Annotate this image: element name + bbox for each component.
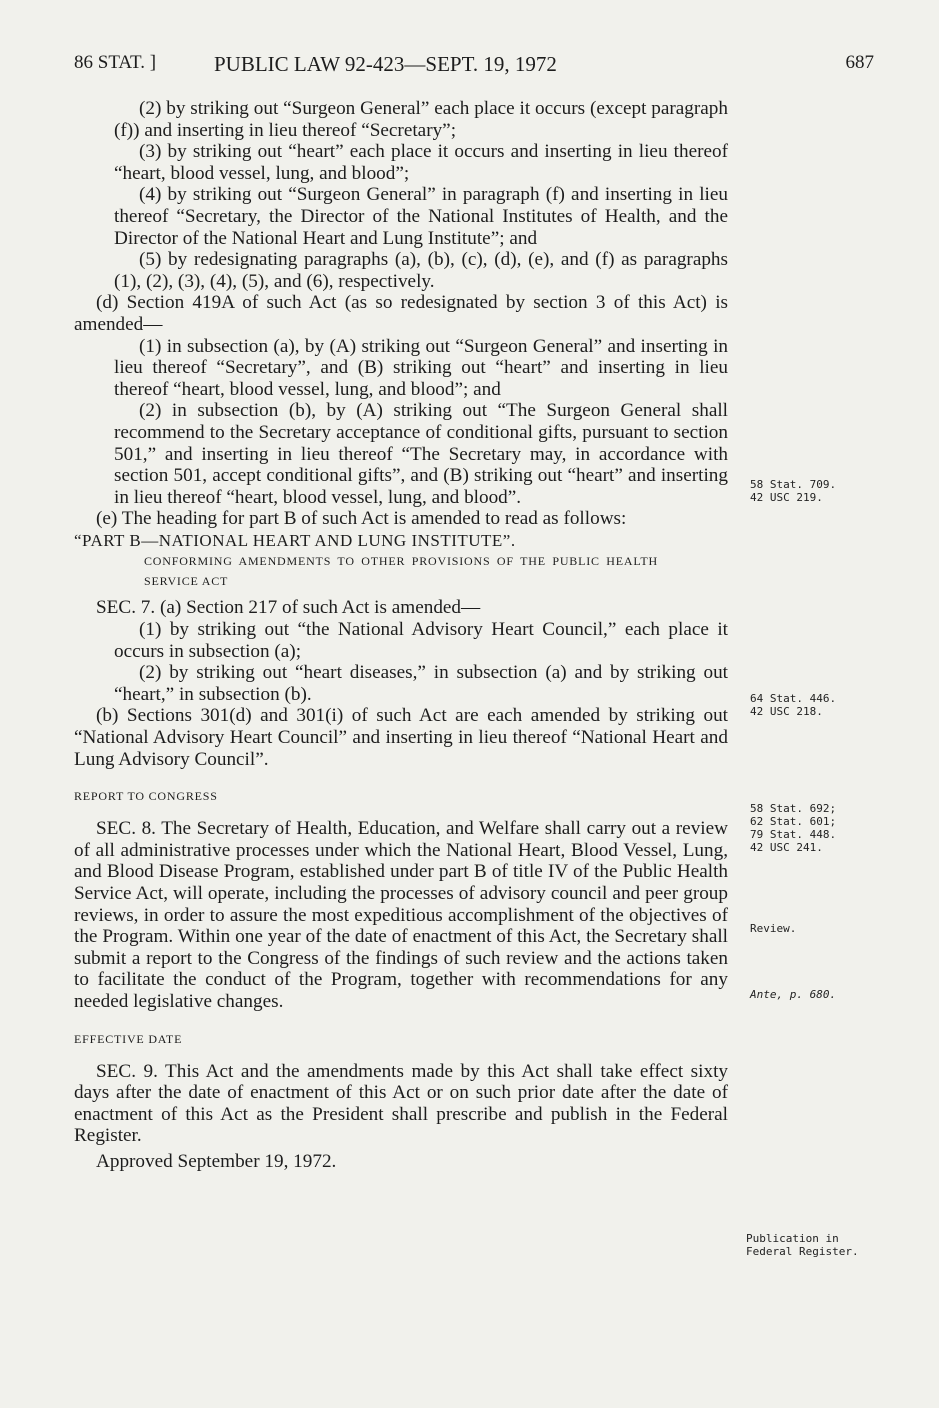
margin-note-citation: 58 Stat. 692; 62 Stat. 601; 79 Stat. 448. 42 USC 241. [750,802,837,854]
page-header [74,52,874,82]
margin-note-ante: Ante, p. 680. [750,988,837,1001]
section-paragraph: SEC. 7. (a) Section 217 of such Act is amended— [96,597,481,619]
section-heading: EFFECTIVE DATE [74,1031,183,1046]
paragraph: (2) in subsection (b), by (A) striking out “The Surgeon General shall recommend to the Secretary acceptance of conditional gifts, pursuant to section 501,” and inserting in lieu thereof “The Secretary may, in accordance with section 501, accept conditional gifts”, and (B) striking out “heart” and inserting in lieu thereof “heart, blood vessel, lung, and blood”. [114,400,728,508]
page-number: 687 [845,52,874,73]
paragraph: (b) Sections 301(d) and 301(i) of such Act are each amended by striking out “National Advisory Heart Council” and inserting in lieu thereof “National Heart and Lung Advisory Council”. [74,705,728,770]
margin-note-citation: 64 Stat. 446. 42 USC 218. [750,692,837,718]
paragraph: (2) by striking out “Surgeon General” each place it occurs (except paragraph (f)) and inserting in lieu thereof “Secretary”; [114,98,728,141]
section-paragraph: SEC. 9. This Act and the amendments made by this Act shall take effect sixty days after the date of enactment of this Act or on such prior date after the date of enactment of this Act as the President shall prescribe and publish in the Federal Register. [74,1060,728,1147]
section-paragraph: SEC. 8. The Secretary of Health, Education, and Welfare shall carry out a review of all administrative processes under which the National Heart, Blood Vessel, Lung, and Blood Disease Program, established under part B of title IV of the Public Health Service Act, will operate, including the processes of advisory council and peer group reviews, in order to assure the most expeditious accomplishment of the objectives of the Program. Within one year of the date of enactment of this Act, the Secretary shall submit a report to the Congress of the findings of such review and the actions taken to facilitate the conduct of the Program, together with recommendations for any needed legislative changes. [74,818,728,1012]
running-title: PUBLIC LAW 92-423—SEPT. 19, 1972 [214,52,557,76]
margin-note-review: Review. [750,922,797,935]
paragraph: (e) The heading for part B of such Act is amended to read as follows: [96,508,627,530]
paragraph: (2) by striking out “heart diseases,” in subsection (a) and by striking out “heart,” in subsection (b). [114,662,728,705]
paragraph: (5) by redesignating paragraphs (a), (b), (c), (d), (e), and (f) as paragraphs (1), (2), (3), (4), (5), and (6), respectively. [114,249,728,292]
section-heading: REPORT TO CONGRESS [74,789,218,804]
statute-body [74,98,728,1173]
paragraph: (1) by striking out “the National Advisory Heart Council,” each place it occurs in subsection (a); [114,619,728,662]
statute-volume: 86 STAT. ] [74,52,157,73]
paragraph: (d) Section 419A of such Act (as so redesignated by section 3 of this Act) is amended— [74,292,728,335]
approval-date: Approved September 19, 1972. [96,1150,337,1172]
margin-note-publication: Publication in Federal Register. [746,1232,859,1258]
part-heading: “PART B—NATIONAL HEART AND LUNG INSTITUTE”. [74,530,516,550]
section-heading: CONFORMING AMENDMENTS TO OTHER PROVISIONS OF THE PUBLIC HEALTH SERVICE ACT [144,554,658,589]
paragraph: (1) in subsection (a), by (A) striking out “Surgeon General” and inserting in lieu thereof “Secretary”, and (B) striking out “heart” and inserting in lieu thereof “heart, blood vessel, lung, and blood”; and [114,335,728,400]
margin-note-citation: 58 Stat. 709. 42 USC 219. [750,478,837,504]
paragraph: (4) by striking out “Surgeon General” in paragraph (f) and inserting in lieu thereof “Secretary, the Director of the National Institutes of Health, and the Director of the National Heart and Lung Institute”; and [114,184,728,249]
paragraph: (3) by striking out “heart” each place it occurs and inserting in lieu thereof “heart, blood vessel, lung, and blood”; [114,141,728,184]
